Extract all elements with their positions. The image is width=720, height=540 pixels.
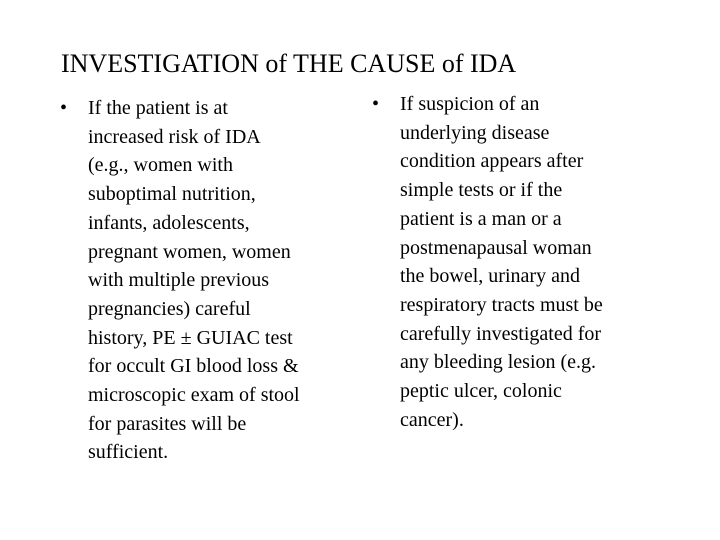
right-bullet-line: the bowel, urinary and <box>400 265 580 288</box>
right-bullet-text <box>400 90 603 434</box>
left-bullet-line: for occult GI blood loss & <box>88 355 299 378</box>
left-bullet-text <box>88 94 300 467</box>
right-bullet-line: postmenapausal woman <box>400 236 592 259</box>
right-bullet-line: cancer). <box>400 408 464 431</box>
left-bullet-line: suboptimal nutrition, <box>88 183 256 206</box>
right-bullet-line: peptic ulcer, colonic <box>400 380 562 403</box>
right-bullet-line: any bleeding lesion (e.g. <box>400 351 597 374</box>
left-bullet-line: increased risk of IDA <box>88 125 261 148</box>
right-bullet-line: carefully investigated for <box>400 322 602 345</box>
bullet-dot: • <box>60 97 68 119</box>
left-bullet-line: with multiple previous <box>88 269 270 292</box>
right-bullet-line: simple tests or if the <box>400 179 563 202</box>
right-bullet-line: If suspicion of an <box>400 93 540 115</box>
left-bullet-line: If the patient is at <box>88 97 228 119</box>
right-bullet-line: respiratory tracts must be <box>400 293 603 316</box>
bullet-dot: • <box>372 93 380 115</box>
left-bullet-line: pregnant women, women <box>88 240 291 263</box>
left-bullet-line: for parasites will be <box>88 412 247 435</box>
left-bullet-line: history, PE ± GUIAC test <box>88 326 293 349</box>
right-bullet-line: underlying disease <box>400 121 550 144</box>
left-bullet-line: microscopic exam of stool <box>88 384 300 407</box>
slide-title: INVESTIGATION of THE CAUSE of IDA <box>61 49 517 78</box>
left-bullet-line: infants, adolescents, <box>88 211 250 234</box>
left-bullet-line: (e.g., women with <box>88 154 233 177</box>
left-bullet-line: pregnancies) careful <box>88 297 251 320</box>
left-bullet-line: sufficient. <box>88 441 169 464</box>
right-bullet-line: condition appears after <box>400 150 584 173</box>
right-bullet-line: patient is a man or a <box>400 207 562 230</box>
